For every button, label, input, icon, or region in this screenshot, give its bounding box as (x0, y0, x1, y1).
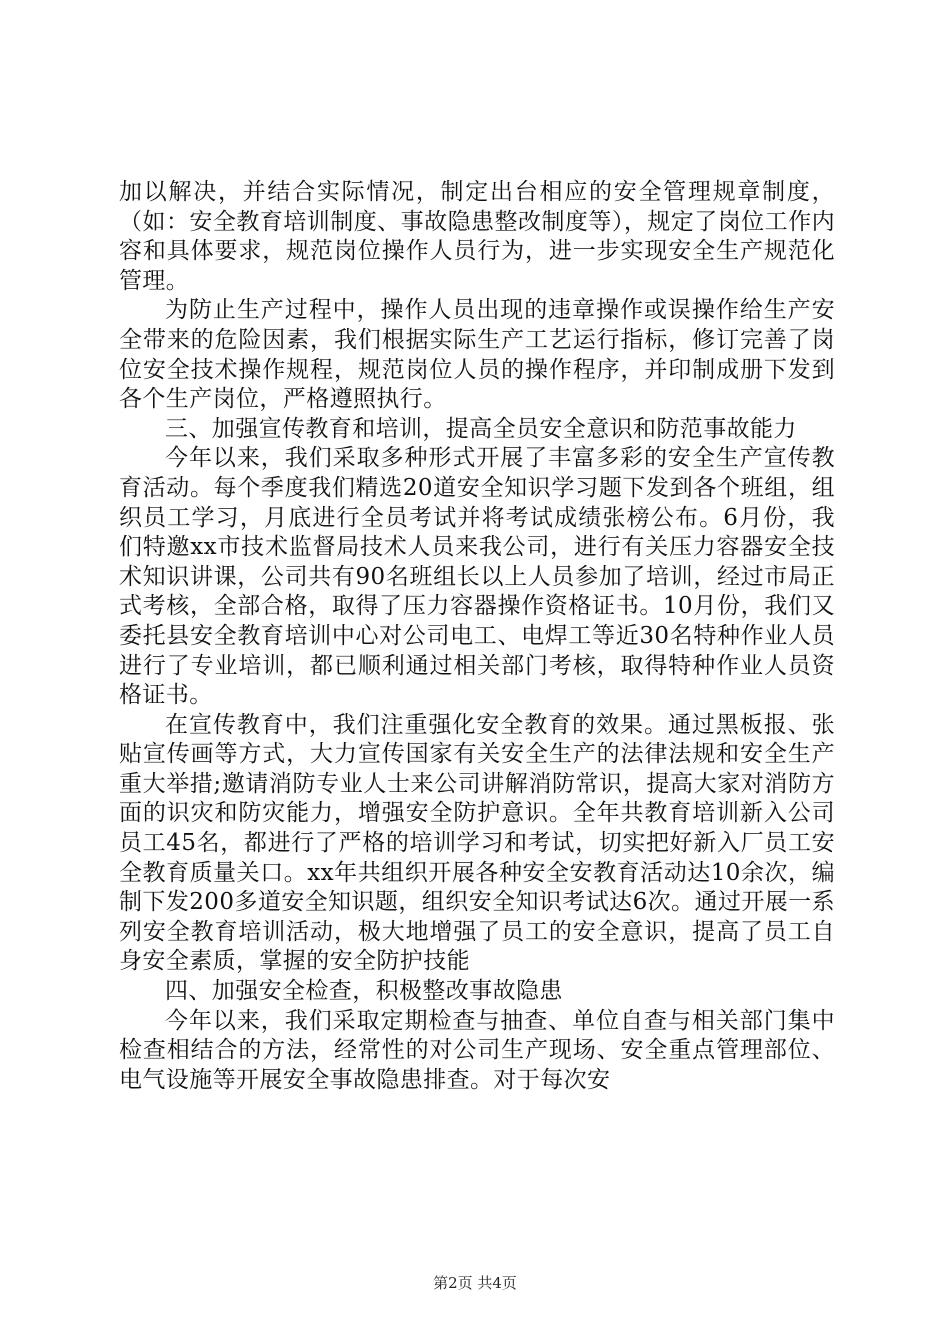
section-heading: 三、加强宣传教育和培训，提高全员安全意识和防范事故能力 (165, 415, 797, 442)
paragraph: 加以解决，并结合实际情况，制定出台相应的安全管理规章制度，（如：安全教育培训制度、事故隐患整改制度等），规定了岗位工作内容和具体要求，规范岗位操作人员行为，进一步实现安全生产规范化管理。 (119, 179, 835, 294)
section-heading: 四、加强安全检查，积极整改事故隐患 (165, 978, 563, 1005)
paragraph: 为防止生产过程中，操作人员出现的违章操作或误操作给生产安全带来的危险因素，我们根据实际生产工艺运行指标，修订完善了岗位安全技术操作规程，规范岗位人员的操作程序，并印制成册下发到各个生产岗位，严格遵照执行。 (119, 297, 835, 413)
paragraph: 今年以来，我们采取定期检查与抽查、单位自查与相关部门集中检查相结合的方法，经常性的对公司生产现场、安全重点管理部位、电气设施等开展安全事故隐患排查。对于每次安 (119, 1007, 835, 1093)
paragraph: 今年以来，我们采取多种形式开展了丰富多彩的安全生产宣传教育活动。每个季度我们精选20道安全知识学习题下发到各个班组，组织员工学习，月底进行全员考试并将考试成绩张榜公布。6月份，我们特邀xx市技术监督局技术人员来我公司，进行有关压力容器安全技术知识讲课，公司共有90名班组长以上人员参加了培训，经过市局正式考核，全部合格，取得了压力容器操作资格证书。10月份，我们又委托县安全教育培训中心对公司电工、电焊工等近30名特种作业人员进行了专业培训，都已顺利通过相关部门考核，取得特种作业人员资格证书。 (119, 445, 835, 709)
document-body (119, 178, 835, 1095)
page-number-footer: 第2页 共4页 (433, 1274, 517, 1292)
paragraph: 在宣传教育中，我们注重强化安全教育的效果。通过黑板报、张贴宣传画等方式，大力宣传国家有关安全生产的法律法规和安全生产重大举措;邀请消防专业人士来公司讲解消防常识，提高大家对消防方面的识灾和防灾能力，增强安全防护意识。全年共教育培训新入公司员工45名，都进行了严格的培训学习和考试，切实把好新入厂员工安全教育质量关口。xx年共组织开展各种安全安教育活动达10余次，编制下发200多道安全知识题，组织安全知识考试达6次。通过开展一系列安全教育培训活动，极大地增强了员工的安全意识，提高了员工自身安全素质，掌握的安全防护技能 (119, 711, 835, 975)
